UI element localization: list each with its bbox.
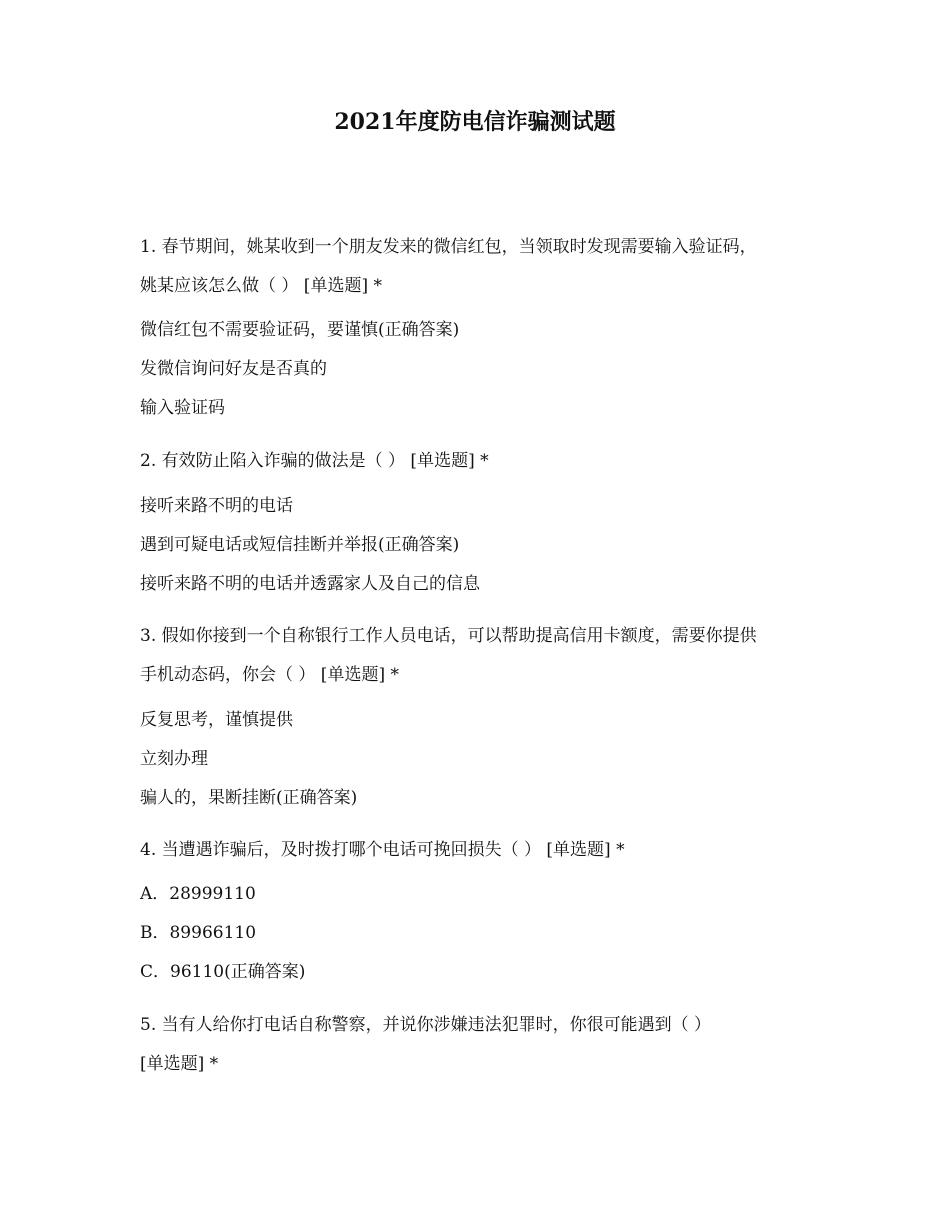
question-3-option-3: 骗人的，果断挂断(正确答案) — [140, 788, 358, 808]
question-1-text-line-1: 1. 春节期间，姚某收到一个朋友发来的微信红包，当领取时发现需要输入验证码， — [140, 237, 757, 257]
question-2-option-3: 接听来路不明的电话并透露家人及自己的信息 — [140, 574, 480, 594]
question-5-text-line-1: 5. 当有人给你打电话自称警察，并说你涉嫌违法犯罪时，你很可能遇到（ ） — [140, 1015, 712, 1035]
question-1-text-line-2: 姚某应该怎么做（ ） [单选题] * — [140, 276, 382, 296]
question-4-text-line-1: 4. 当遭遇诈骗后，及时拨打哪个电话可挽回损失（ ） [单选题] * — [140, 840, 625, 860]
document-title: 2021年度防电信诈骗测试题 — [334, 109, 616, 135]
question-4-option-a: A．28999110 — [140, 884, 256, 904]
question-2-text-line-1: 2. 有效防止陷入诈骗的做法是（ ） [单选题] * — [140, 451, 489, 471]
question-1-option-2: 发微信询问好友是否真的 — [140, 359, 327, 379]
question-4-option-b: B．89966110 — [140, 923, 257, 943]
question-3-option-2: 立刻办理 — [140, 749, 208, 769]
question-3-option-1: 反复思考，谨慎提供 — [140, 710, 293, 730]
question-2-option-2: 遇到可疑电话或短信挂断并举报(正确答案) — [140, 535, 460, 555]
question-2-option-1: 接听来路不明的电话 — [140, 496, 293, 516]
question-1-option-3: 输入验证码 — [140, 398, 225, 418]
question-4-option-c: C．96110(正确答案) — [140, 962, 306, 982]
question-5-text-line-2: [单选题] * — [140, 1054, 219, 1074]
question-3-text-line-1: 3. 假如你接到一个自称银行工作人员电话，可以帮助提高信用卡额度，需要你提供 — [140, 626, 757, 646]
question-3-text-line-2: 手机动态码，你会（ ） [单选题] * — [140, 665, 399, 685]
question-1-option-1: 微信红包不需要验证码，要谨慎(正确答案) — [140, 320, 460, 340]
